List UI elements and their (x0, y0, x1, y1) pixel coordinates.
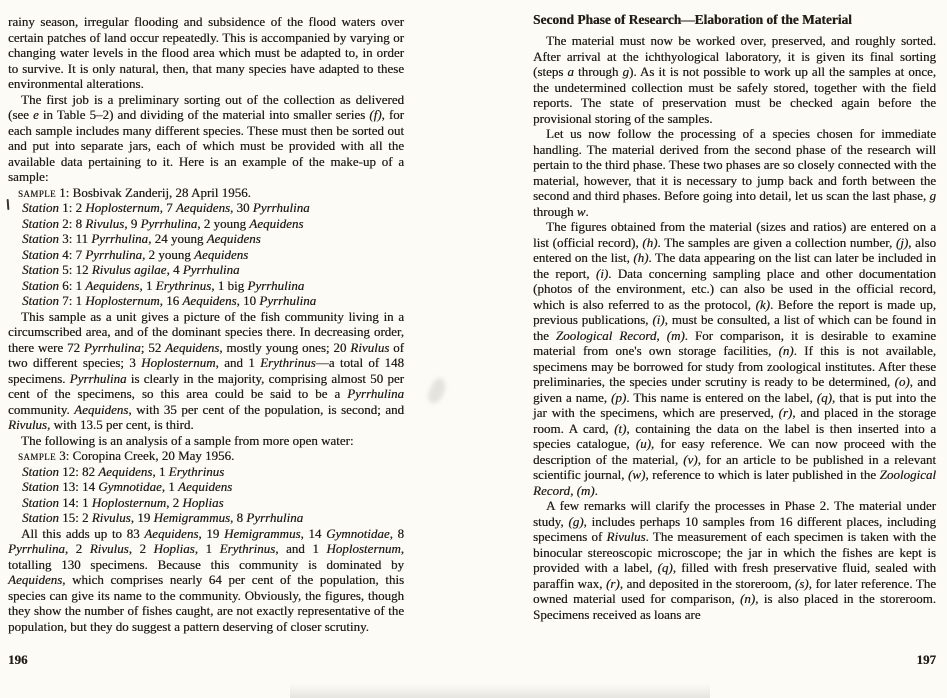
text-run: , 2 (128, 541, 154, 556)
text-run: Aequidens (178, 479, 233, 494)
text-run: Aequidens (175, 200, 231, 215)
text-run: , 1 (194, 541, 220, 556)
text-run: Station (22, 510, 59, 525)
text-run: Aequidens (249, 215, 304, 231)
text-run: , 4 (166, 262, 183, 277)
text-run: , and placed in the storage room. A card, (533, 405, 936, 436)
text-run: (f) (369, 107, 382, 122)
text-run: . This name is entered on the label, (626, 389, 817, 405)
text-run: sample (18, 184, 56, 200)
text-run: 3: 11 (58, 231, 92, 246)
paragraph (533, 219, 936, 498)
text-run: 7: 1 (58, 293, 86, 308)
station-line (8, 231, 404, 247)
text-run: , 8 (230, 510, 247, 525)
station-line (8, 262, 404, 278)
text-run: Rivulus agilae (91, 262, 167, 277)
paragraph (533, 126, 936, 219)
text-run: , 10 (236, 293, 260, 308)
left-text-column (8, 14, 404, 634)
text-run: . For comparison, it is desirable to examine material from one's own storage facilities, (533, 327, 936, 358)
text-run: Pyrrhulina (347, 386, 404, 401)
text-run: Station (22, 262, 59, 277)
text-run: through (573, 64, 623, 79)
text-run: Gymnotidae (326, 525, 390, 541)
paragraph (533, 498, 936, 622)
text-run: Pyrrhulina (8, 541, 65, 556)
text-run: Zoological Record (555, 327, 657, 343)
text-run: Station (22, 479, 59, 494)
text-run: Pyrrhulina (83, 339, 141, 355)
text-run: The figures obtained from the material (sizes and ratios) are entered on a list (official record), (533, 219, 936, 250)
text-run: (k) (755, 296, 770, 312)
text-run: through (533, 203, 577, 219)
text-run: (r) (778, 405, 793, 420)
text-run: Pyrrhulina (246, 510, 304, 525)
text-run: (p) (611, 389, 627, 405)
page-number-right: 197 (916, 652, 936, 667)
text-run: . The data appearing on the list can later be included in the report, (533, 250, 937, 281)
text-run: Zoological Record (533, 467, 937, 498)
text-run: (h) (642, 234, 658, 250)
text-run: 1: Bosbivak Zanderij, 28 April 1956. (55, 184, 251, 200)
text-run: Rivulus (350, 339, 390, 355)
paragraph (8, 92, 404, 185)
text-run: is clearly in the majority, comprising almost 50 per cent of the specimens, so this area could be said to be a (8, 370, 404, 401)
paragraph (8, 14, 404, 92)
text-run: Station (22, 494, 59, 510)
text-run: This sample as a unit gives a picture of the fish community living in a circumscribed area, and of the dominant species there. In decreasing order, there were 72 (8, 308, 404, 355)
text-run: (h) (633, 250, 649, 265)
text-run: , with 13.5 per cent, is third. (47, 417, 194, 432)
text-run: Station (22, 277, 59, 293)
text-run: Pyrrhulina (140, 215, 198, 231)
text-run: Pyrrhulina (247, 277, 305, 293)
text-run: . The measurement of each specimen is taken with the binocular stereoscopic microscope; the jar in which the fishes are kept is provided with a label, (533, 529, 936, 575)
text-run: Pyrrhulina (69, 370, 127, 386)
text-run: , and 1 (215, 355, 261, 370)
text-run: , also entered on the list, (533, 234, 936, 265)
text-run: (i) (595, 265, 609, 281)
text-run: g (622, 64, 629, 79)
text-run: Aequidens (182, 293, 237, 308)
text-run: Aequidens (98, 463, 153, 479)
text-run: , 16 (159, 293, 183, 308)
text-run: 2: 8 (58, 215, 86, 231)
text-run: Station (22, 293, 59, 308)
text-run: 5: 12 (58, 262, 92, 277)
section-heading: Second Phase of Research—Elaboration of the Material (533, 12, 852, 27)
text-run: The material must now be worked over, preserved, and roughly sorted. After arrival at the ichthyological laboratory, it is given its final sorting (steps (533, 33, 936, 79)
sample-line (8, 448, 404, 464)
text-run: Station (22, 231, 59, 246)
text-run: (n) (778, 343, 794, 358)
text-run: The following is an analysis of a sample from more open water: (21, 432, 354, 448)
text-run: , must be consulted, a list of which can be found in the (533, 312, 937, 343)
text-run: (q) (657, 560, 673, 575)
text-run: Rivulus (89, 541, 129, 556)
text-run: Hoplias (182, 494, 224, 510)
text-run: 13: 14 (58, 479, 99, 494)
text-run: Gymnotidae (98, 479, 162, 494)
text-run: 15: 2 (58, 510, 92, 525)
text-run: Rivulus (606, 529, 646, 544)
text-run: , (656, 327, 667, 343)
text-run: , totalling 130 specimens. Because this community is dominated by (8, 541, 405, 572)
text-run: , and deposited in the storeroom, (619, 575, 795, 591)
station-line (8, 216, 404, 232)
text-run: ; 52 (140, 339, 166, 355)
text-run: , for each sample includes many different species. These must then be sorted out and put into separate jars, each of which must be provided with all the available data pertaining to it. Here is an example of the make-up of a sample: (8, 107, 404, 184)
text-run: Aequidens (8, 572, 63, 587)
text-run: Aequidens (85, 277, 140, 293)
text-run: Station (22, 215, 59, 231)
text-run: (v) (683, 451, 698, 467)
paragraph (8, 526, 404, 635)
text-run: , for easy reference. We can now proceed with the description of the material, (533, 436, 937, 467)
text-run: (o) (894, 374, 910, 389)
text-run: , is also placed in the storeroom. Specimens received as loans are (533, 591, 936, 622)
text-run: 6: 1 (58, 277, 86, 293)
text-run: , for an article to be published in a relevant scientific journal, (533, 451, 936, 482)
text-run: 4: 7 (58, 246, 86, 262)
text-run: , 2 young (197, 215, 250, 231)
station-line (8, 200, 404, 216)
station-line (8, 495, 404, 511)
text-run: , 30 (230, 200, 253, 215)
text-run: , includes perhaps 10 samples from 16 different places, including specimens of (533, 513, 936, 544)
page-left (8, 14, 404, 634)
text-run: Aequidens (206, 231, 261, 246)
station-line (8, 510, 404, 526)
text-run: , containing the data on the label is then inserted into a species catalogue, (533, 420, 936, 451)
text-run: 3: Coropina Creek, 20 May 1956. (55, 448, 235, 463)
text-run: Hoplosternum (85, 200, 160, 215)
text-run: , 1 (161, 479, 179, 494)
text-run: (g) (568, 513, 584, 529)
text-run: Hoplosternum (141, 355, 216, 370)
station-line (8, 464, 404, 480)
text-run: , 9 (124, 215, 141, 231)
text-run: Rivulus (8, 417, 47, 432)
text-run: , and given a name, (533, 374, 936, 405)
text-run: , filled with fresh preservative fluid, sealed with paraffin wax, (533, 560, 937, 591)
text-run: Pyrrhulina (182, 262, 240, 277)
text-run: , reference to which is later published in the (645, 467, 880, 482)
page-right (533, 12, 936, 622)
text-run: a (567, 64, 574, 79)
text-run: (r) (605, 575, 620, 591)
text-run: , which comprises nearly 64 per cent of the population, this species can give its name to the community. Obviously, the figures, though they show the number of fishes caught, are not exactly representative of the population, but they do suggest a pattern deserving of closer scrutiny. (8, 572, 404, 634)
text-run: (m) (666, 327, 685, 343)
text-run: , 24 young (148, 231, 207, 246)
text-run: The first job is a preliminary sorting out of the collection as delivered (see (8, 91, 404, 122)
sample-line (8, 185, 404, 201)
text-run: . Data concerning sampling place and other documentation (photos of the environment, etc.) can also be used in the official record, which is also referred to as the protocol, (533, 265, 937, 312)
text-run: Hemigrammus (223, 525, 301, 541)
text-run: —a total of 148 specimens. (8, 355, 404, 386)
text-run: Erythrinus (155, 277, 212, 293)
text-run: Station (22, 200, 59, 215)
text-run: (u) (635, 436, 651, 451)
text-run: , and 1 (275, 541, 327, 556)
text-run: Station (22, 463, 59, 479)
text-run: (w) (627, 467, 646, 482)
text-run: in Table 5–2) and dividing of the material into smaller series (38, 107, 370, 122)
text-run: 12: 82 (58, 463, 99, 479)
text-run: . If this is not available, specimens may be borrowed for study from zoological institutes. After these preliminaries, the species under scrutiny is ready to be determined, (533, 343, 937, 389)
text-run: ). As it is not possible to work up all the samples at once, the undetermined collection must be safely stored, together with the field reports. The state of preservation must be checked again before the provisional storing of the samples. (533, 64, 936, 126)
text-run: , 14 (300, 525, 327, 541)
text-run: , 19 (130, 510, 154, 525)
text-run: , 1 (139, 277, 156, 293)
text-run: g (929, 188, 936, 203)
text-run: Aequidens (194, 246, 249, 262)
text-run: , 2 (166, 494, 183, 510)
text-run: . The samples are given a collection number, (657, 234, 896, 250)
text-run: of two different species; 3 (8, 339, 404, 370)
text-run: (s) (794, 575, 809, 591)
right-text-column (533, 33, 936, 622)
text-run: (j) (895, 234, 909, 250)
text-run: Rivulus (91, 510, 131, 525)
text-run: Hoplosternum (326, 541, 401, 556)
paragraph (533, 33, 936, 126)
text-run: . Before the report is made up, previous publications, (533, 296, 936, 327)
text-run: All this adds up to 83 (21, 525, 145, 541)
text-run: , that is put into the jar with the specimens, which are preserved, (533, 389, 936, 420)
text-run: , 19 (198, 525, 224, 541)
text-run: , for later reference. The owned material used for comparison, (533, 575, 936, 606)
text-run: (q) (816, 389, 832, 405)
text-run: , with 35 per cent of the population, is second; and (128, 401, 405, 417)
text-run: , 2 (64, 541, 90, 556)
text-run: , (570, 482, 577, 498)
page-number-left: 196 (8, 652, 28, 667)
text-run: Hoplias (153, 541, 195, 556)
text-run: (t) (614, 420, 627, 436)
text-run: rainy season, irregular flooding and subsidence of the flood waters over certain patches of land occur repeatedly. This is accompanied by varying or changing water levels in the flood area which must be adapted to, in order to survive. It is only natural, then, that many species have adapted to these environmental alterations. (8, 14, 404, 91)
text-run: . (594, 482, 598, 498)
text-run: Aequidens (165, 339, 220, 355)
text-run: sample (18, 448, 56, 463)
text-run: A few remarks will clarify the processes in Phase 2. The material under study, (533, 498, 936, 529)
scan-edge-shadow (290, 684, 710, 698)
text-run: Hoplosternum (91, 494, 167, 510)
text-run: , 2 young (142, 246, 195, 262)
text-run: e (32, 107, 39, 122)
paragraph (8, 433, 404, 449)
text-run: (n) (739, 591, 756, 606)
text-run: Erythrinus (168, 463, 225, 479)
text-run: , 7 (159, 200, 176, 215)
text-run: w (576, 203, 586, 219)
text-run: Pyrrhulina (91, 231, 149, 246)
text-run: (m) (576, 482, 595, 498)
text-run: Aequidens (74, 401, 129, 417)
text-run: , 1 (152, 463, 169, 479)
station-line (8, 479, 404, 495)
text-run: (i) (652, 312, 665, 327)
paragraph (8, 309, 404, 433)
text-run: . (585, 203, 589, 219)
text-run: Hoplosternum (85, 293, 160, 308)
text-run: , 1 big (211, 277, 248, 293)
text-run: Rivulus (85, 215, 125, 231)
text-run: Let us now follow the processing of a species chosen for immediate handling. The material derived from the second phase of the research will pertain to the third phase. These two phases are so closely connected with the material, however, that it is necessary to jump back and forth between the second and third phases. Before going into detail, let us scan the last phase, (533, 126, 936, 203)
text-run: Pyrrhulina (259, 293, 317, 308)
text-run: Pyrrhulina (85, 246, 143, 262)
text-run: , mostly young ones; 20 (219, 339, 351, 355)
text-run: 1: 2 (58, 200, 86, 215)
scan-smudge-artifact (425, 376, 449, 405)
text-run: community. (8, 401, 75, 417)
text-run: Hemigrammus (153, 510, 231, 525)
text-run: Erythrinus (260, 355, 316, 370)
text-run: Station (22, 246, 59, 262)
station-line (8, 293, 404, 309)
text-run: Pyrrhulina (252, 200, 310, 215)
station-line (8, 247, 404, 263)
text-run: Aequidens (144, 525, 199, 541)
station-line (8, 278, 404, 294)
text-run: , 8 (389, 525, 405, 541)
text-run: Erythrinus (219, 541, 276, 556)
text-run: 14: 1 (58, 494, 92, 510)
